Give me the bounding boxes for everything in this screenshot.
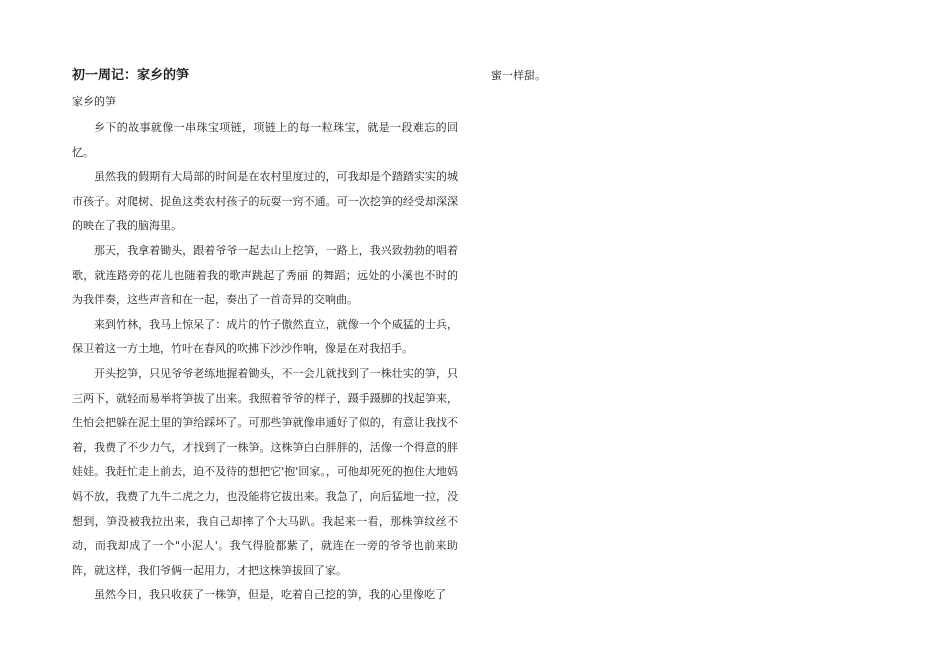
paragraph-5: 开头挖笋，只见爷爷老练地握着锄头，不一会儿就找到了一株壮实的笋，只三两下，就轻而易举将笋拔了出来。我照着爷爷的样子，蹑手蹑脚的找起笋来，生怕会把躲在泥土里的笋给踩坏了。可那些笋就像串通好了似的，有意让我找不着，我费了不少力气，才找到了一株笋。这株笋白白胖胖的，活像一个得意的胖娃娃。我赶忙走上前去，迫不及待的想把它'抱'回家。，可他却死死的抱住大地妈妈不放，我费了九牛二虎之力，也没能将它拔出来。我急了，向后猛地一拉，没想到，笋没被我拉出来，我自己却摔了个大马趴。我起来一看，那株笋纹丝不动，而我却成了一个"小泥人'。我气得脸都紫了，就连在一旁的爷爷也前来助阵，就这样，我们爷俩一起用力，才把这株笋拔回了家。 xyxy=(72,366,458,577)
paragraph-3: 那天，我拿着锄头，跟着爷爷一起去山上挖笋，一路上，我兴致勃勃的唱着歌，就连路旁的花儿也随着我的歌声跳起了秀丽 的舞蹈；远处的小溪也不时的为我伴奏，这些声音和在一起，奏出了一首奇异的交响曲。 xyxy=(72,243,458,307)
paragraph-4: 来到竹林，我马上惊呆了：成片的竹子傲然直立，就像一个个威猛的士兵，保卫着这一方土地，竹叶在春风的吹拂下沙沙作响，像是在对我招手。 xyxy=(72,317,458,356)
document-title: 初一周记：家乡的笋 xyxy=(72,68,190,83)
paragraph-continuation: 蜜一样甜。 xyxy=(491,69,546,82)
document-subtitle: 家乡的笋 xyxy=(72,95,116,108)
left-column xyxy=(72,66,458,608)
right-column xyxy=(491,66,877,86)
paragraph-6: 虽然今日，我只收获了一株笋，但是，吃着自己挖的笋，我的心里像吃了 xyxy=(94,588,446,602)
paragraph-1: 乡下的故事就像一串珠宝项链，项链上的每一粒珠宝，就是一段难忘的回忆。 xyxy=(72,121,458,159)
paragraph-2: 虽然我的假期有大局部的时间是在农村里度过的，可我却是个踏踏实实的城市孩子。对爬树、捉鱼这类农村孩子的玩耍一窍不通。可一次挖笋的经受却深深的映在了我的脑海里。 xyxy=(72,170,458,233)
